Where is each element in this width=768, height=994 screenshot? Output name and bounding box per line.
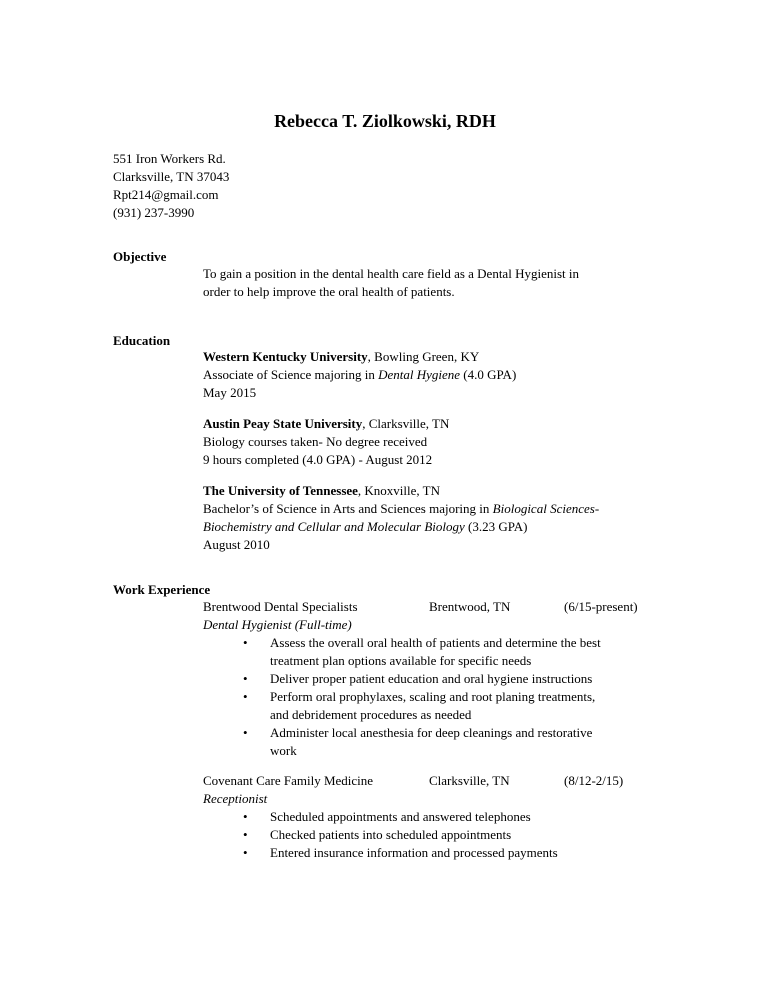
graduation-date: August 2010 xyxy=(203,537,270,552)
email: Rpt214@gmail.com xyxy=(113,187,219,202)
degree-prefix: Bachelor’s of Science in Arts and Sciences majoring in xyxy=(203,501,493,516)
job-header xyxy=(203,598,653,616)
job-location: Clarksville, TN xyxy=(429,773,510,788)
objective-text xyxy=(203,265,653,301)
job-dates: (6/15-present) xyxy=(564,599,638,614)
list-item: • Perform oral prophylaxes, scaling and root planing treatments, and debridement procedures as needed xyxy=(243,689,596,722)
job-employer: Brentwood Dental Specialists xyxy=(203,599,358,614)
contact-block xyxy=(113,150,229,222)
bullet-icon: • xyxy=(243,809,248,824)
education-entry-wku xyxy=(203,348,653,402)
bullet-icon: • xyxy=(243,671,248,686)
job-title: Receptionist xyxy=(203,791,268,806)
degree-major: Biological Sciences- xyxy=(492,501,600,516)
bullet-icon: • xyxy=(243,635,248,650)
degree-major: Dental Hygiene xyxy=(378,367,461,382)
list-item: • Entered insurance information and processed payments xyxy=(243,845,558,860)
degree-suffix: (3.23 GPA) xyxy=(464,519,528,534)
bullet-icon: • xyxy=(243,827,248,842)
job-entry xyxy=(203,772,653,862)
list-item: • Administer local anesthesia for deep cleanings and restorative work xyxy=(243,725,593,758)
bullet-icon: • xyxy=(243,845,248,860)
list-item: • Scheduled appointments and answered telephones xyxy=(243,809,531,824)
objective-line-1: To gain a position in the dental health care field as a Dental Hygienist in xyxy=(203,266,579,281)
education-detail: 9 hours completed (4.0 GPA) - August 2012 xyxy=(203,452,433,467)
objective-heading: Objective xyxy=(113,249,167,264)
school-name: Western Kentucky University xyxy=(203,349,368,364)
list-item: • Checked patients into scheduled appointments xyxy=(243,827,512,842)
job-employer: Covenant Care Family Medicine xyxy=(203,773,374,788)
job-duties-list xyxy=(203,634,653,760)
education-entry-ut xyxy=(203,482,663,554)
school-location: , Knoxville, TN xyxy=(357,483,441,498)
objective-line-2: order to help improve the oral health of patients. xyxy=(203,284,455,299)
list-item: • Deliver proper patient education and oral hygiene instructions xyxy=(243,671,593,686)
bullet-icon: • xyxy=(243,689,248,704)
education-heading: Education xyxy=(113,333,171,348)
address-line-2: Clarksville, TN 37043 xyxy=(113,169,230,184)
bullet-icon: • xyxy=(243,725,248,740)
job-title: Dental Hygienist (Full-time) xyxy=(203,617,352,632)
degree-major: Biochemistry and Cellular and Molecular Biology xyxy=(203,519,465,534)
work-experience-heading: Work Experience xyxy=(113,582,211,597)
address-line-1: 551 Iron Workers Rd. xyxy=(113,151,226,166)
resume-name: Rebecca T. Ziolkowski, RDH xyxy=(274,111,496,131)
job-entry xyxy=(203,598,653,760)
school-name: Austin Peay State University xyxy=(203,416,363,431)
job-location: Brentwood, TN xyxy=(429,599,511,614)
school-location: , Clarksville, TN xyxy=(362,416,450,431)
phone: (931) 237-3990 xyxy=(113,205,195,220)
list-item: • Assess the overall oral health of patients and determine the best treatment plan options available for specific needs xyxy=(243,635,601,668)
job-duties-list xyxy=(203,808,653,862)
degree-suffix: (4.0 GPA) xyxy=(460,367,517,382)
job-dates: (8/12-2/15) xyxy=(564,773,624,788)
school-name: The University of Tennessee xyxy=(203,483,358,498)
graduation-date: May 2015 xyxy=(203,385,257,400)
job-header xyxy=(203,772,653,790)
education-entry-apsu xyxy=(203,415,653,469)
education-detail: Biology courses taken- No degree received xyxy=(203,434,428,449)
degree-prefix: Associate of Science majoring in xyxy=(203,367,379,382)
school-location: , Bowling Green, KY xyxy=(367,349,480,364)
